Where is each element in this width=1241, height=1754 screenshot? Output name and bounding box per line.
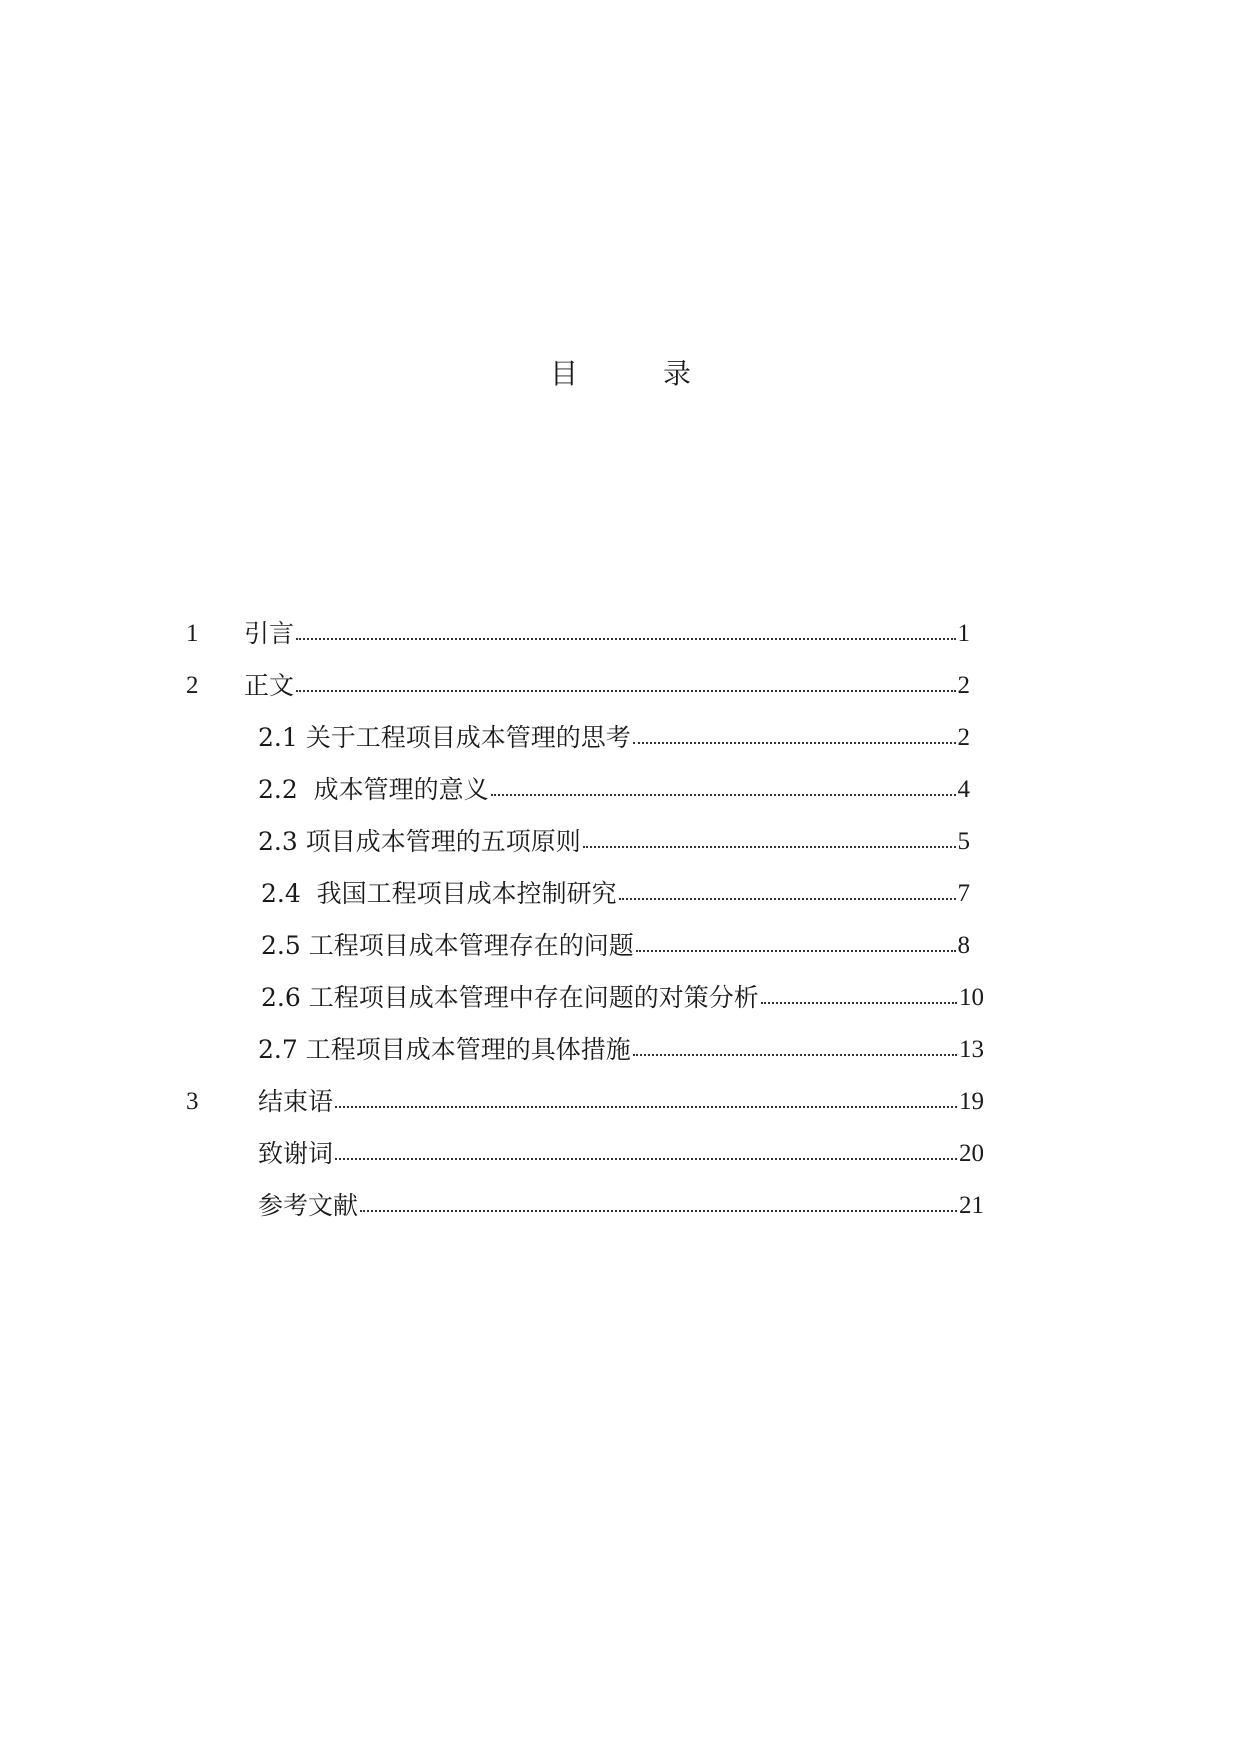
toc-leader-dots	[335, 1134, 957, 1174]
toc-leader-dots	[491, 770, 956, 810]
toc-entry-page: 1	[957, 620, 970, 647]
toc-leader-dots	[335, 1082, 957, 1122]
toc-entry-page: 2	[957, 672, 970, 699]
toc-entry-page: 19	[959, 1088, 984, 1115]
toc-entry-label: 2.5 工程项目成本管理存在的问题	[261, 931, 634, 960]
toc-entry	[0, 770, 970, 810]
toc-leader-dots	[296, 666, 955, 706]
toc-entry-page: 5	[957, 828, 970, 855]
toc-entry-page: 13	[959, 1036, 984, 1063]
toc-entry-label: 2.1 关于工程项目成本管理的思考	[258, 723, 631, 752]
toc-entry-number: 1	[186, 620, 199, 647]
toc-entry-label: 2.6 工程项目成本管理中存在问题的对策分析	[261, 983, 759, 1012]
toc-entry-page: 8	[957, 932, 970, 959]
toc-entry	[0, 1186, 984, 1226]
toc-leader-dots	[633, 718, 956, 758]
toc-entry-page: 4	[957, 776, 970, 803]
toc-entry-label: 2.3 项目成本管理的五项原则	[258, 827, 581, 856]
toc-entry-page: 2	[957, 724, 970, 751]
toc-entry	[0, 822, 970, 862]
toc-entry	[0, 666, 970, 706]
toc-title: 目 录	[550, 357, 729, 390]
toc-entry-label: 2.2 成本管理的意义	[258, 775, 489, 804]
toc-entry	[0, 614, 970, 654]
toc-entry-label: 2.4 我国工程项目成本控制研究	[261, 879, 617, 908]
toc-leader-dots	[761, 978, 957, 1018]
toc-entry-label: 正文	[244, 671, 295, 700]
toc-entry	[0, 1030, 984, 1070]
toc-entry	[0, 1134, 984, 1174]
toc-leader-dots	[296, 614, 955, 654]
toc-entry-page: 7	[957, 880, 970, 907]
toc-entry	[0, 718, 970, 758]
toc-entry-page: 10	[959, 984, 984, 1011]
toc-leader-dots	[360, 1186, 957, 1226]
toc-leader-dots	[619, 874, 956, 914]
toc-entry	[0, 978, 984, 1018]
toc-entry	[0, 874, 970, 914]
toc-entry-number: 2	[186, 672, 199, 699]
toc-entry	[0, 1082, 984, 1122]
toc-entry-label: 参考文献	[258, 1191, 359, 1220]
toc-entry-label: 引言	[244, 619, 295, 648]
toc-entry-number: 3	[186, 1088, 199, 1115]
toc-leader-dots	[583, 822, 956, 862]
toc-entry	[0, 926, 970, 966]
toc-entry-label: 结束语	[258, 1087, 334, 1116]
toc-entry-page: 21	[959, 1192, 984, 1219]
toc-entry-label: 致谢词	[258, 1139, 334, 1168]
toc-leader-dots	[633, 1030, 957, 1070]
toc-entry-label: 2.7 工程项目成本管理的具体措施	[258, 1035, 631, 1064]
toc-entry-page: 20	[959, 1140, 984, 1167]
toc-leader-dots	[636, 926, 956, 966]
